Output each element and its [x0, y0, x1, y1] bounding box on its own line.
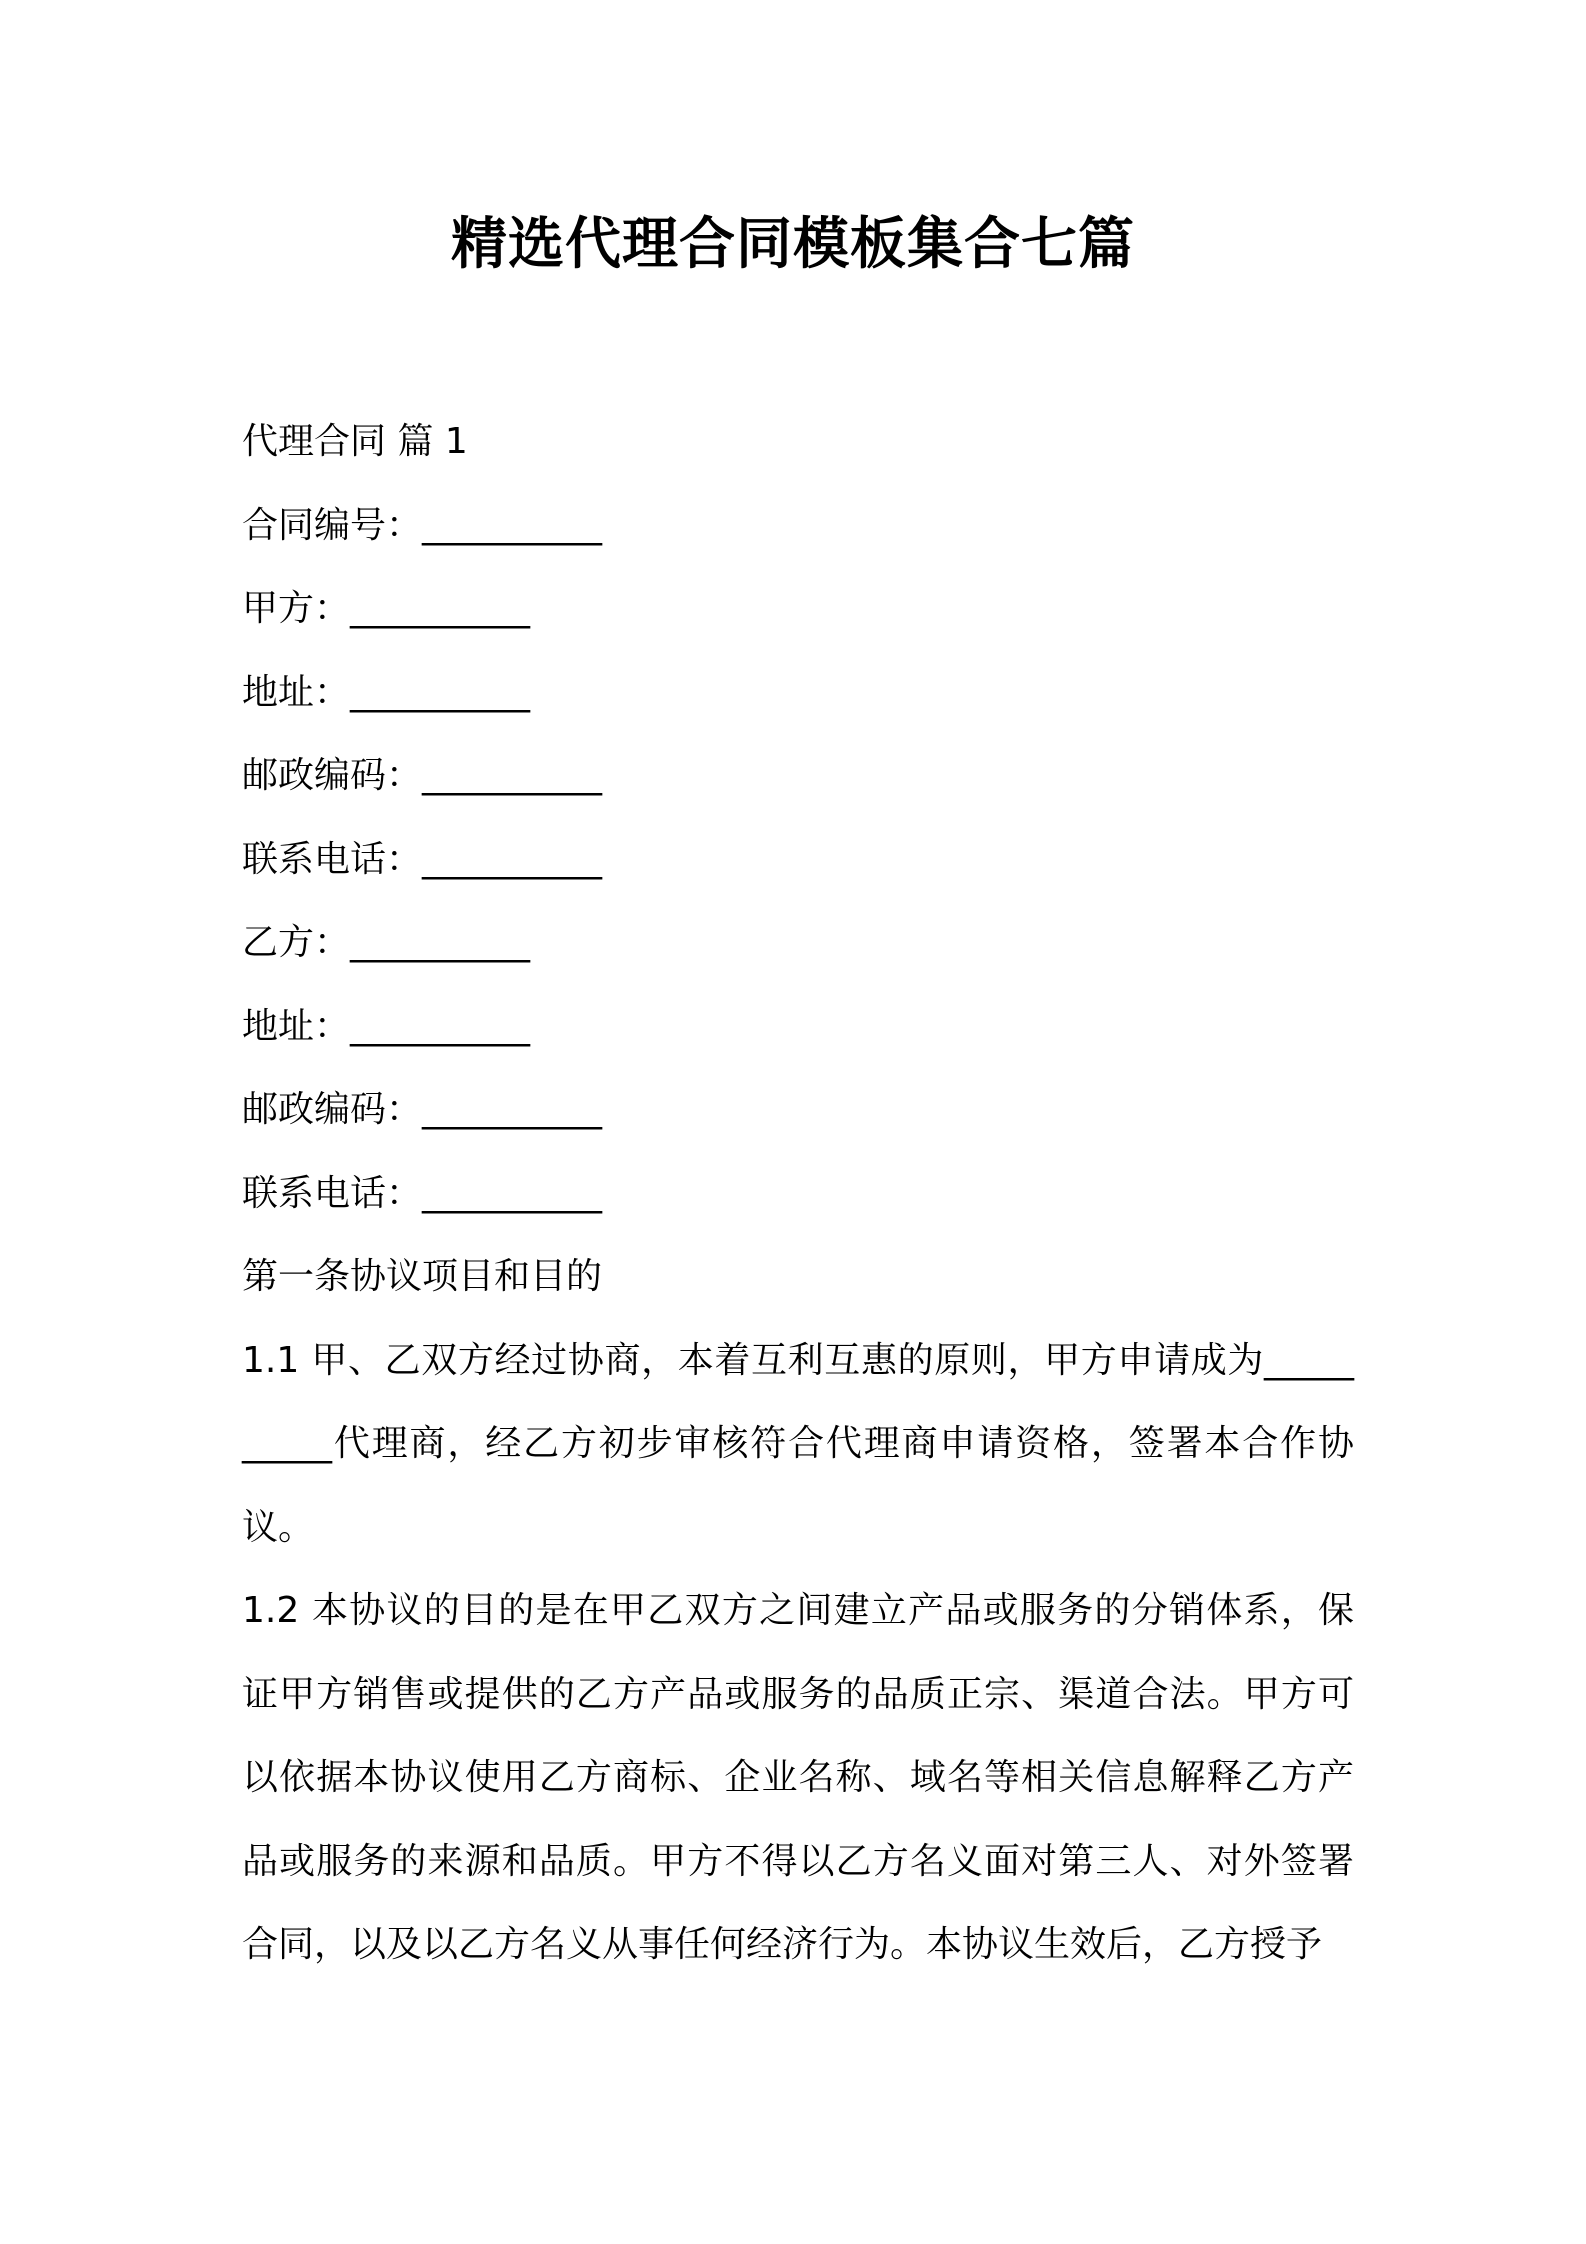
field-party-a: 甲方：__________ — [242, 588, 531, 629]
field-party-b-phone: 联系电话：__________ — [242, 1172, 603, 1214]
field-contract-number: 合同编号：__________ — [242, 504, 603, 546]
document-body — [242, 400, 1354, 1987]
field-party-a-address: 地址：__________ — [242, 671, 531, 713]
field-party-a-postcode: 邮政编码：__________ — [242, 755, 603, 796]
field-party-b-postcode: 邮政编码：__________ — [242, 1089, 603, 1130]
field-party-b-address: 地址：__________ — [242, 1005, 531, 1047]
field-party-b: 乙方：__________ — [242, 922, 531, 963]
document-title: 精选代理合同模板集合七篇 — [451, 212, 1135, 277]
section-heading: 代理合同 篇 1 — [242, 421, 468, 462]
clause-1-1: 1.1 甲、乙双方经过协商，本着互利互惠的原则，甲方申请成为__________代理商，经乙方初步审核符合代理商申请资格，签署本合作协议。 — [242, 1339, 1354, 1548]
article-1-heading: 第一条协议项目和目的 — [242, 1256, 603, 1297]
field-party-a-phone: 联系电话：__________ — [242, 838, 603, 880]
clause-1-2: 1.2 本协议的目的是在甲乙双方之间建立产品或服务的分销体系，保证甲方销售或提供的乙方产品或服务的品质正宗、渠道合法。甲方可以依据本协议使用乙方商标、企业名称、域名等相关信息解释乙方产品或服务的来源和品质。甲方不得以乙方名义面对第三人、对外签署合同，以及以乙方名义从事任何经济行为。本协议生效后，乙方授予 — [242, 1590, 1354, 1965]
